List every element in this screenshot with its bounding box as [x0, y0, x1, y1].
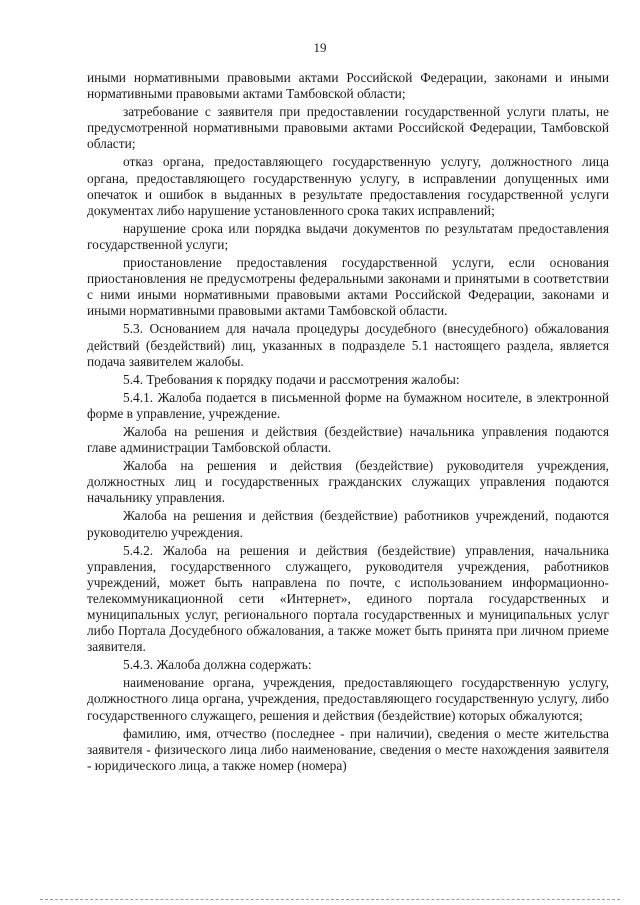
paragraph-continuation: иными нормативными правовыми актами Российской Федерации, законами и иными нормативными правовыми актами Тамбовской области; — [87, 70, 609, 102]
paragraph: фамилию, имя, отчество (последнее - при наличии), сведения о месте жительства заявителя - физического лица либо наименование, сведения о месте нахождения заявителя - юридического лица, а также номер (номера) — [87, 725, 609, 773]
paragraph: Жалоба на решения и действия (бездействие) руководителя учреждения, должностных лиц и государственных гражданских служащих управления подаются начальнику управления. — [87, 458, 609, 506]
paragraph-5-4-1: 5.4.1. Жалоба подается в письменной форме на бумажном носителе, в электронной форме в управление, учреждение. — [87, 389, 609, 421]
paragraph-5-4-2: 5.4.2. Жалоба на решения и действия (бездействие) управления, начальника управления, государственного служащего, руководителя учреждения, работников учреждений, может быть направлена по почте, с использованием информационно-телекоммуникационной сети «Интернет», единого портала государственных и муниципальных услуг, регионального портала государственных и муниципальных услуг либо Портала Досудебного обжалования, а также может быть принята при личном приеме заявителя. — [87, 542, 609, 655]
paragraph: отказ органа, предоставляющего государственную услугу, должностного лица органа, предоставляющего государственную услугу, в исправлении допущенных ими опечаток и ошибок в выданных в результате предоставления государственной услуги документах либо нарушение установленного срока таких исправлений; — [87, 154, 609, 218]
paragraph: затребование с заявителя при предоставлении государственной услуги платы, не предусмотренной нормативными правовыми актами Российской Федерации, Тамбовской области; — [87, 104, 609, 152]
paragraph: наименование органа, учреждения, предоставляющего государственную услугу, должностного лица органа, учреждения, предоставляющего государственную услугу, либо государственного служащего, решения и действия (бездействие) которых обжалуются; — [87, 675, 609, 723]
scan-edge-line — [40, 899, 620, 900]
paragraph: Жалоба на решения и действия (бездействие) работников учреждений, подаются руководителю учреждения. — [87, 508, 609, 540]
paragraph-5-3: 5.3. Основанием для начала процедуры досудебного (внесудебного) обжалования действий (бездействий) лиц, указанных в подразделе 5.1 настоящего раздела, является подача заявителем жалобы. — [87, 321, 609, 369]
page-number: 19 — [313, 40, 327, 55]
paragraph-5-4: 5.4. Требования к порядку подачи и рассмотрения жалобы: — [123, 371, 460, 387]
document-body — [87, 70, 609, 776]
paragraph: Жалоба на решения и действия (бездействие) начальника управления подаются главе администрации Тамбовской области. — [87, 423, 609, 456]
paragraph: нарушение срока или порядка выдачи документов по результатам предоставления государственной услуги; — [87, 220, 609, 252]
paragraph: приостановление предоставления государственной услуги, если основания приостановления не предусмотрены федеральными законами и принятыми в соответствии с ними иными нормативными правовыми актами Российской Федерации, законами и иными нормативными правовыми актами Тамбовской области. — [87, 255, 609, 319]
paragraph-5-4-3: 5.4.3. Жалоба должна содержать: — [123, 657, 312, 673]
